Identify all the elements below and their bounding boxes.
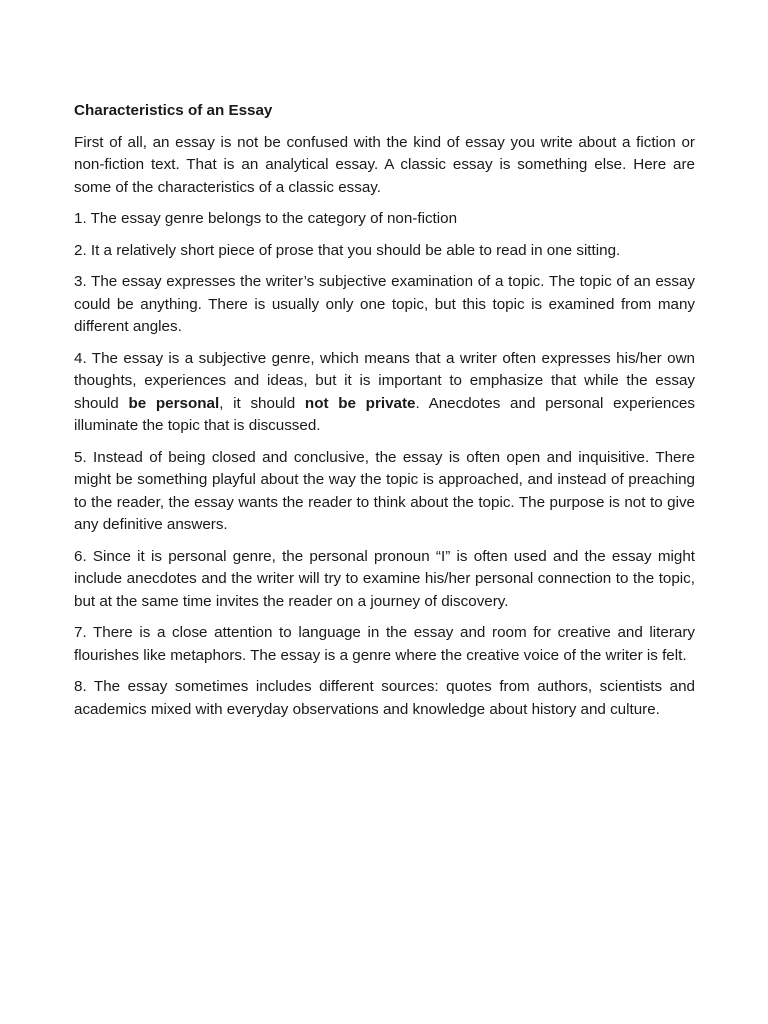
list-item-4-text-a: 4. The essay is a subjective genre, which means that a writer often expresses his/her own thoughts, experiences and ideas, but it is important to emphasize that while the essay should	[74, 349, 695, 412]
list-item-6: 6. Since it is personal genre, the personal pronoun “I” is often used and the essay might include anecdotes and the writer will try to examine his/her personal connection to the topic, but at the same time invites the reader on a journey of discovery.	[74, 547, 695, 610]
list-item-2: 2. It a relatively short piece of prose that you should be able to read in one sitting.	[74, 241, 621, 259]
list-item-1: 1. The essay genre belongs to the category of non-fiction	[74, 210, 458, 227]
document-page	[74, 100, 695, 730]
list-item-8: 8. The essay sometimes includes different sources: quotes from authors, scientists and academics mixed with everyday observations and knowledge about history and culture.	[74, 678, 695, 718]
emphasis-not-be-private: not be private	[304, 394, 416, 412]
document-title: Characteristics of an Essay	[74, 102, 273, 119]
emphasis-be-personal: be personal	[128, 394, 220, 412]
list-item-4	[74, 348, 695, 438]
list-item-4-text-c: . Anecdotes and personal experiences illuminate the topic that is discussed.	[74, 394, 695, 434]
list-item-3: 3. The essay expresses the writer’s subjective examination of a topic. The topic of an essay could be anything. There is usually only one topic, but this topic is examined from many different angles.	[74, 273, 695, 335]
list-item-5: 5. Instead of being closed and conclusive, the essay is often open and inquisitive. There might be something playful about the way the topic is approached, and instead of preaching to the reader, the essay wants the reader to think about the topic. The purpose is not to give any definitive answers.	[74, 448, 695, 533]
list-item-7: 7. There is a close attention to language in the essay and room for creative and literary flourishes like metaphors. The essay is a genre where the creative voice of the writer is felt.	[74, 624, 695, 664]
intro-paragraph: First of all, an essay is not be confused with the kind of essay you write about a fiction or non-fiction text. That is an analytical essay. A classic essay is something else. Here are some of the characteristics of a classic essay.	[74, 133, 695, 196]
list-item-4-text-b: , it should	[219, 394, 305, 412]
